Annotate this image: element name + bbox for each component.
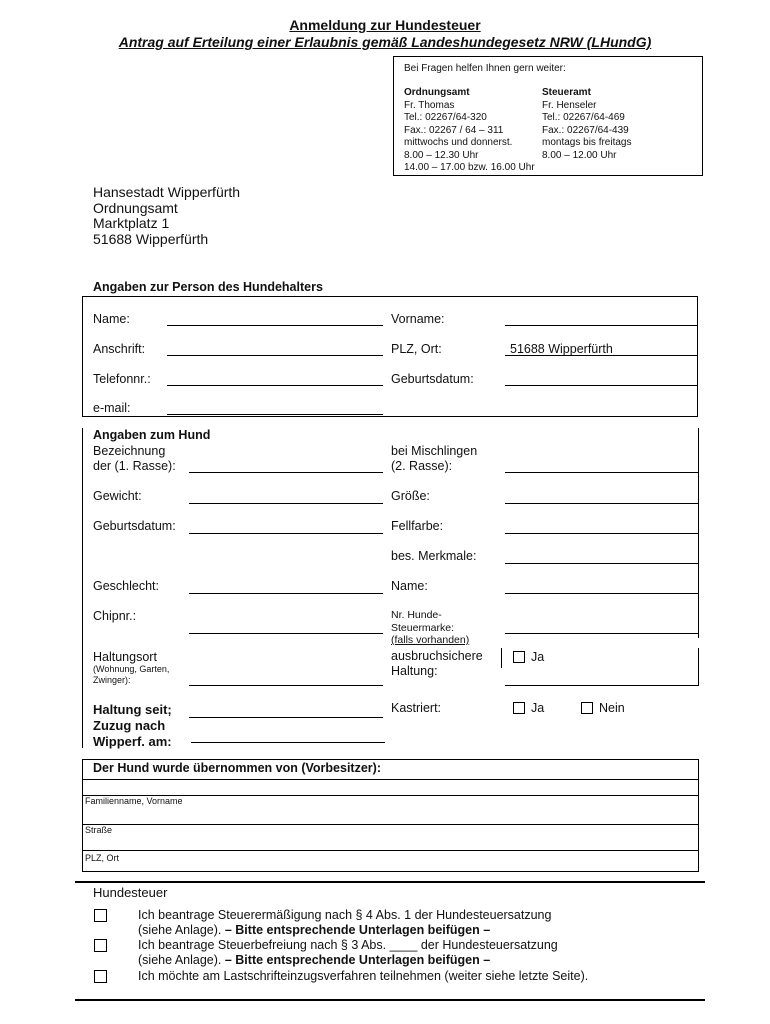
dog-kastriert-label: Kastriert: [391, 701, 442, 715]
ausbruch-ja-checkbox[interactable] [513, 651, 525, 663]
tax-ermaessigung-line: Ich beantrage Steuerermäßigung nach § 4 Abs. 1 der Hundesteuersatzung [138, 908, 552, 922]
dog-rasse1-label-line: der (1. Rasse): [93, 459, 176, 473]
dog-rasse1-label [93, 444, 176, 474]
dog-fellfarbe-field[interactable] [505, 533, 698, 534]
contact-ordnungsamt [404, 87, 512, 162]
dog-haltung-seit-field[interactable] [189, 717, 383, 718]
dog-rasse2-label-line: (2. Rasse): [391, 459, 453, 473]
tax-top-rule [75, 881, 705, 883]
owner-plz-value: 51688 Wipperfürth [510, 342, 613, 356]
owner-email-label: e-mail: [93, 401, 131, 415]
dog-ausbruch-label-line: Haltung: [391, 664, 438, 678]
dog-marke-label-line: (falls vorhanden) [391, 634, 470, 646]
dog-marke-label-line: Nr. Hunde- [391, 609, 442, 621]
contact-ordnungsamt-line: 8.00 – 12.30 Uhr [404, 149, 479, 161]
dog-heading: Angaben zum Hund [93, 428, 211, 442]
tax-heading: Hundesteuer [93, 885, 168, 900]
dog-border-right-2 [698, 648, 699, 686]
dog-ausbruch-field[interactable] [505, 685, 698, 686]
owner-plz-field[interactable] [505, 355, 698, 356]
dog-haltungsort-label: Haltungsort [93, 650, 157, 664]
previous-plz-label: PLZ, Ort [85, 853, 120, 863]
address-line: Ordnungsamt [93, 199, 178, 216]
address-line: 51688 Wipperfürth [93, 230, 209, 247]
dog-haltungsort-field[interactable] [189, 685, 383, 686]
dog-haltung-seit-line: Wipperf. am: [93, 734, 172, 749]
dog-rasse1-label-line: Bezeichnung [93, 444, 166, 458]
address-line: Marktplatz 1 [93, 215, 170, 231]
dog-geschlecht-field[interactable] [189, 593, 383, 594]
contact-ordnungsamt-line: Tel.: 02267/64-320 [404, 112, 487, 123]
kastriert-nein-checkbox[interactable] [581, 702, 593, 714]
page-subtitle: Antrag auf Erteilung einer Erlaubnis gemäß Landeshundegesetz NRW (LHundG) [118, 34, 652, 50]
tax-bottom-rule [75, 999, 705, 1001]
kastriert-ja-checkbox[interactable] [513, 702, 525, 714]
contact-steueramt-line: montags bis freitags [542, 137, 632, 148]
dog-zuzug-field[interactable] [191, 742, 385, 743]
dog-haltung-seit-line: Zuzug nach [93, 718, 166, 733]
dog-gewicht-field[interactable] [189, 503, 383, 504]
tax-lastschrift-text: Ich möchte am Lastschrifteinzugsverfahren teilnehmen (weiter siehe letzte Seite). [138, 969, 589, 983]
dog-merkmale-field[interactable] [505, 563, 698, 564]
contact-ordnungsamt-line: Fax.: 02267 / 64 – 311 [404, 124, 504, 136]
dog-marke-field[interactable] [505, 633, 698, 634]
owner-box [82, 296, 698, 417]
tax-ermaessigung-note: – Bitte entsprechende Unterlagen beifügen – [224, 923, 491, 937]
previous-street-label: Straße [85, 825, 113, 835]
contact-steueramt-line: Fr. Henseler [542, 99, 597, 111]
dog-fellfarbe-label: Fellfarbe: [391, 519, 444, 533]
contact-steueramt [542, 87, 632, 162]
tax-ermaessigung-anlage: (siehe Anlage). [138, 923, 225, 937]
dog-geburtsdatum-label: Geburtsdatum: [93, 519, 176, 533]
tax-lastschrift-checkbox[interactable] [94, 970, 107, 983]
dog-rasse2-label [391, 444, 477, 474]
previous-heading: Der Hund wurde übernommen von (Vorbesitzer): [93, 761, 381, 775]
dog-chipnr-field[interactable] [189, 633, 383, 634]
previous-spacer [84, 780, 194, 782]
dog-ausbruch-label-line: ausbruchsichere [391, 649, 483, 663]
contact-ordnungsamt-line: Ordnungsamt [404, 87, 470, 98]
owner-anschrift-field[interactable] [167, 355, 383, 356]
contact-hours-tail: 14.00 – 17.00 bzw. 16.00 Uhr [404, 162, 535, 173]
dog-groesse-label: Größe: [391, 489, 430, 503]
owner-anschrift-label: Anschrift: [93, 342, 146, 356]
dog-ausbruch-divider [501, 648, 502, 668]
tax-befreiung-text [138, 938, 558, 968]
owner-geburtsdatum-field[interactable] [505, 385, 698, 386]
dog-haltung-seit-line: Haltung seit; [93, 702, 172, 717]
tax-befreiung-note: – Bitte entsprechende Unterlagen beifügen – [224, 953, 491, 967]
contact-steueramt-line: 8.00 – 12.00 Uhr [542, 149, 617, 161]
dog-merkmale-label: bes. Merkmale: [391, 549, 477, 563]
tax-befreiung-line: Ich beantrage Steuerbefreiung nach § 3 Abs. ____ der Hundesteuersatzung [138, 938, 558, 952]
dog-groesse-field[interactable] [505, 503, 698, 504]
tax-befreiung-checkbox[interactable] [94, 939, 107, 952]
owner-heading: Angaben zur Person des Hundehalters [93, 280, 323, 294]
dog-marke-label-line: Steuermarke: [391, 621, 455, 634]
contact-box [393, 56, 703, 176]
recipient-address [93, 185, 240, 247]
owner-name-field[interactable] [167, 325, 383, 326]
dog-haltung-seit-label [93, 702, 172, 750]
owner-email-field[interactable] [167, 414, 383, 415]
dog-haltungsort-sub-line: Zwinger): [93, 675, 131, 685]
kastriert-nein-label: Nein [599, 701, 625, 715]
dog-border-left [82, 428, 83, 748]
page-title: Anmeldung zur Hundesteuer [289, 17, 481, 33]
dog-gewicht-label: Gewicht: [93, 489, 142, 503]
owner-vorname-field[interactable] [505, 325, 698, 326]
contact-ordnungsamt-line: Fr. Thomas [404, 99, 455, 111]
tax-ermaessigung-checkbox[interactable] [94, 909, 107, 922]
tax-ermaessigung-line [138, 923, 551, 938]
contact-steueramt-line: Steueramt [542, 87, 591, 98]
contact-intro: Bei Fragen helfen Ihnen gern weiter: [404, 63, 566, 74]
dog-haltungsort-sub [93, 664, 169, 686]
dog-geschlecht-label: Geschlecht: [93, 579, 160, 593]
previous-owner-box [82, 759, 699, 872]
kastriert-ja-label: Ja [531, 701, 545, 715]
dog-chipnr-label: Chipnr.: [93, 609, 137, 623]
dog-border-right [698, 428, 699, 638]
owner-name-label: Name: [93, 312, 130, 326]
dog-name-label: Name: [391, 579, 428, 593]
address-line: Hansestadt Wipperfürth [93, 184, 241, 200]
contact-steueramt-line: Fax.: 02267/64-439 [542, 124, 629, 136]
tax-ermaessigung-text [138, 908, 551, 938]
contact-steueramt-line: Tel.: 02267/64-469 [542, 112, 625, 123]
dog-rasse2-label-line: bei Mischlingen [391, 444, 478, 458]
contact-ordnungsamt-line: mittwochs und donnerst. [404, 137, 513, 148]
tax-befreiung-line [138, 953, 558, 968]
owner-geburtsdatum-label: Geburtsdatum: [391, 372, 474, 386]
owner-vorname-label: Vorname: [391, 312, 445, 326]
owner-telefon-label: Telefonnr.: [93, 372, 151, 386]
tax-befreiung-anlage: (siehe Anlage). [138, 953, 225, 967]
previous-name-label: Familienname, Vorname [85, 796, 183, 806]
dog-ausbruch-label [391, 649, 483, 679]
owner-telefon-field[interactable] [167, 385, 383, 386]
dog-rasse1-field[interactable] [189, 472, 383, 473]
previous-row-divider [83, 824, 698, 825]
dog-haltungsort-sub-line: (Wohnung, Garten, [93, 664, 170, 674]
dog-geburtsdatum-field[interactable] [189, 533, 383, 534]
dog-marke-label [391, 609, 469, 647]
dog-rasse2-field[interactable] [505, 472, 698, 473]
previous-row-divider [83, 850, 698, 851]
owner-plz-label: PLZ, Ort: [391, 342, 442, 356]
ausbruch-ja-label: Ja [531, 650, 545, 664]
dog-name-field[interactable] [505, 593, 698, 594]
